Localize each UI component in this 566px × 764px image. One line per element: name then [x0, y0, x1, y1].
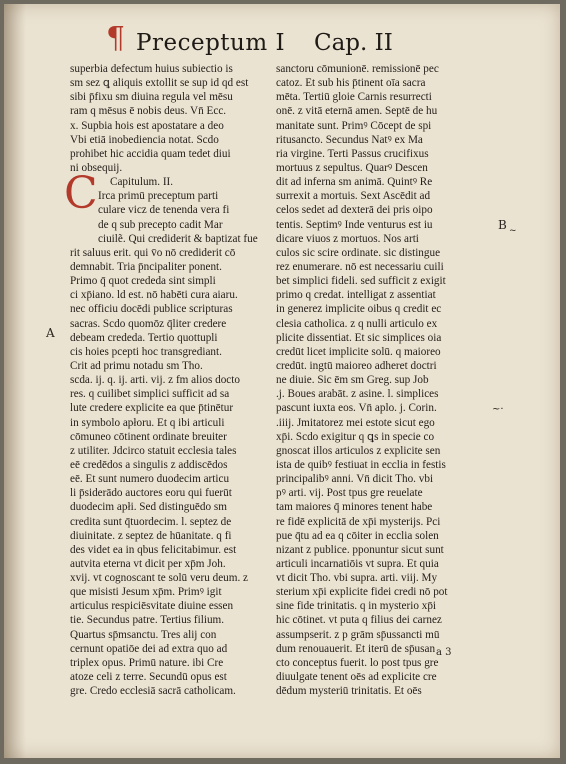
text-line: superbia defectum huius subiectio is — [70, 63, 233, 75]
text-line: manitate sunt. Primꝰ Cōcept de spi — [276, 119, 432, 132]
text-line: vt dicit Tho. vbi supra. arti. viij. My — [276, 572, 438, 585]
heading-title: Preceptum I — [136, 30, 286, 56]
text-line: in generez implicite oibus q credit ec — [276, 303, 442, 316]
book-page — [4, 4, 560, 758]
text-line: .j. Boues arabāt. z asine. l. simplices — [276, 388, 439, 401]
text-line: cōmuneo cōtinent ordinate breuiter — [70, 430, 227, 443]
text-line: xvij. vt cognoscant te solū veru deum. z — [70, 572, 249, 585]
text-line: .iiij. Jmitatorez mei estote sicut ego — [276, 416, 435, 429]
text-line: dum renouauerit. Et iterū de sp̄usan — [276, 642, 436, 655]
text-line: triplex opus. Primū nature. ibi Cre — [70, 656, 224, 669]
text-line: mēta. Tertiū gloie Carnis resurrecti — [276, 91, 432, 104]
running-heading — [106, 21, 404, 60]
text-line: ciuilẽ. Qui crediderit & baptizat fue — [98, 232, 258, 245]
text-line: lute credere explicite ea que p̄tinētur — [70, 402, 234, 415]
text-line: sibi p̄fixu sm diuina regula vel mēsu — [70, 91, 233, 104]
text-line: xp̄i. Scdo exigitur q ꝗs in specie co — [276, 430, 435, 443]
text-line: sm sez ꝗ aliquis extollit se sup id qd est — [70, 77, 249, 90]
text-line: articuli incarnatiōis vt supra. Et quia — [276, 557, 439, 570]
text-line: autvita eterna vt dicit per xp̄m Joh. — [70, 557, 226, 570]
text-line: eē. Et sunt numero duodecim articu — [70, 473, 230, 486]
text-line: sanctoru cōmunionē. remissionē pec — [276, 63, 439, 75]
text-line: dit ad inferna sm animā. Quintꝰ Re — [276, 176, 433, 189]
text-line: Irca primū preceptum parti — [98, 190, 219, 203]
text-line: ritusancto. Secundus Natꝰ ex Ma — [276, 133, 423, 146]
text-line: clesia catholica. z q nulli articulo ex — [276, 317, 438, 330]
text-line: ista de quibꝰ festiuat in ecclia in festis — [276, 458, 446, 471]
text-line: articulus respiciēsvitate diuine essen — [70, 600, 234, 613]
text-line: z utiliter. Jdcirco statuit ecclesia tales — [70, 444, 237, 457]
text-line: primo q credat. intelligat z assentiat — [276, 289, 436, 302]
text-line: plicite dissentiat. Et sic simplices oia — [276, 331, 442, 344]
text-line: rit saluus erit. qui v̄o nō crediderit cō — [70, 246, 236, 259]
text-line: diuulgate tenent oēs ad explicite cre — [276, 671, 437, 684]
text-line: credūt licet implicite solū. q maioreo — [276, 345, 441, 358]
text-line: nizant z publice. pponuntur sicut sunt — [276, 543, 444, 556]
margin-letter-a: A — [46, 326, 55, 340]
text-line: pꝰ arti. vij. Post tpus gre reuelate — [276, 487, 423, 500]
margin-note-small: ~ — [509, 226, 517, 236]
text-line: sacras. Scdo quomōz q̄liter credere — [70, 317, 227, 330]
text-line: cis hoies pcepti hoc transgrediant. — [70, 345, 222, 358]
text-line: tam maiores q̄ minores tenent habe — [276, 501, 433, 514]
text-line: surrexit a mortuis. Sext Ascēdit ad — [276, 190, 431, 203]
text-line: diuinitate. z septez de hūanitate. q fi — [70, 529, 232, 542]
text-line: x. Supbia hois est apostatare a deo — [70, 119, 224, 132]
text-line: Vbi etiā inobediencia notat. Scdo — [70, 133, 219, 146]
right-text-column — [276, 62, 482, 698]
text-line: de q sub precepto cadit Mar — [98, 218, 223, 231]
left-text-column — [64, 62, 266, 698]
text-line: principalibꝰ anni. Vn̄ dicit Tho. vbi — [276, 473, 434, 486]
text-line: dēdum mysteriū trinitatis. Et oēs — [276, 685, 422, 698]
chapter-heading: Capitulum. II. — [110, 176, 174, 189]
text-line: in symbolo apłoru. Et q ibi articuli — [70, 416, 225, 429]
text-line: ni obsequij. — [70, 161, 123, 174]
text-line: cernunt opatiōe dei ad extra quo ad — [70, 642, 228, 655]
initial-capital: C — [64, 168, 98, 219]
text-line: assumpserit. z p grām sp̄ussancti mū — [276, 628, 440, 641]
text-line: atoze celi z terre. Secundū opus est — [70, 671, 227, 684]
text-line: onē. z vitā eternā amen. Septē de hu — [276, 105, 438, 118]
text-line: des videt ea in qbus felicitabimur. est — [70, 543, 237, 556]
text-line: ria virgine. Terti Passus crucifixus — [276, 147, 429, 160]
text-line: tie. Secundus patre. Tertius filium. — [70, 614, 225, 627]
text-line: tentis. Septimꝰ Inde venturus est iu — [276, 218, 433, 231]
text-line: credita sunt q̄tuordecim. l. septez de — [70, 515, 232, 528]
margin-note-lower: ~· — [492, 404, 504, 415]
text-line: Primo q̄ quot crededa sint simpli — [70, 275, 216, 288]
paragraph-mark-icon: ¶ — [106, 21, 126, 56]
text-line: sine fide trinitatis. q in mysterio xp̄i — [276, 600, 437, 613]
text-line: catoz. Et sub his p̄tinent oīa sacra — [276, 77, 426, 90]
text-line: Quartus sp̄msanctu. Tres alij con — [70, 628, 217, 641]
text-line: re fidē explicitā de xp̄i mysterijs. Pci — [276, 515, 441, 528]
text-line: sterium xp̄i explicite fidei credi nō pot — [276, 586, 448, 599]
text-line: gre. Credo ecclesiā sacrā catholicam. — [70, 685, 236, 698]
heading-chapter: Cap. II — [314, 30, 393, 56]
text-line: culos sic scire ordinate. sic distingue — [276, 246, 441, 259]
text-line: hic cōtinet. vt puta q filius dei carnez — [276, 614, 442, 627]
text-line: bet simplici fideli. sed sufficit z exigit — [276, 275, 446, 288]
text-line: demnabit. Tria p̄ncipaliter ponent. — [70, 260, 222, 273]
text-line: scda. ij. q. ij. arti. vij. z fm alios docto — [70, 374, 240, 387]
text-line: duodecim apłi. Sed distinguēdo sm — [70, 501, 227, 514]
text-line: dicare viuos z mortuos. Nos arti — [276, 232, 419, 245]
text-line: ci xp̄iano. ld est. nō habēti cura aiaru. — [70, 289, 238, 302]
text-line: rez enumerare. nō est necessariu cuili — [276, 260, 444, 273]
page-gutter-shadow — [4, 4, 26, 758]
text-line: res. q cuilibet simplici sufficit ad sa — [70, 388, 230, 401]
text-line: cto conceptus fuerit. lo post tpus gre — [276, 656, 439, 669]
text-line: gnoscat illos articulos z explicite sen — [276, 444, 441, 457]
text-line: credūt. ingtū maioreo adheret doctri — [276, 359, 437, 372]
signature-mark: a 3 — [436, 647, 452, 658]
text-line: que misisti Jesum xp̄m. Primꝰ igit — [70, 586, 222, 599]
text-line: celos sedet ad dexterā dei pris oipo — [276, 204, 433, 217]
text-line: nec officiu docēdi publice scripturas — [70, 303, 233, 316]
text-line: mortuus z sepultus. Quarꝰ Descen — [276, 161, 428, 174]
text-line: eē credēdos a singulis z addiscēdos — [70, 458, 228, 471]
text-line: pue q̄tu ad ea q cōiter in ecclia solen — [276, 529, 439, 542]
text-line: ne diuie. Sic ēm sm Greg. sup Job — [276, 374, 429, 387]
text-line: culare vicz de tenenda vera fi — [98, 204, 230, 217]
text-line: Crit ad primu notadu sm Tho. — [70, 359, 203, 372]
text-line: debeam crededa. Tertio quottupli — [70, 331, 218, 344]
text-line: ram q mēsus ē nobis deus. Vn̄ Ecc. — [70, 105, 227, 118]
text-line: pascunt iuxta eos. Vn̄ aplo. j. Corin. — [276, 402, 437, 415]
text-line: li p̄siderādo auctores eoru qui fuerūt — [70, 487, 232, 500]
text-line: prohibet hic accidia quam tedet diui — [70, 147, 231, 160]
margin-letter-b: B — [498, 218, 507, 232]
